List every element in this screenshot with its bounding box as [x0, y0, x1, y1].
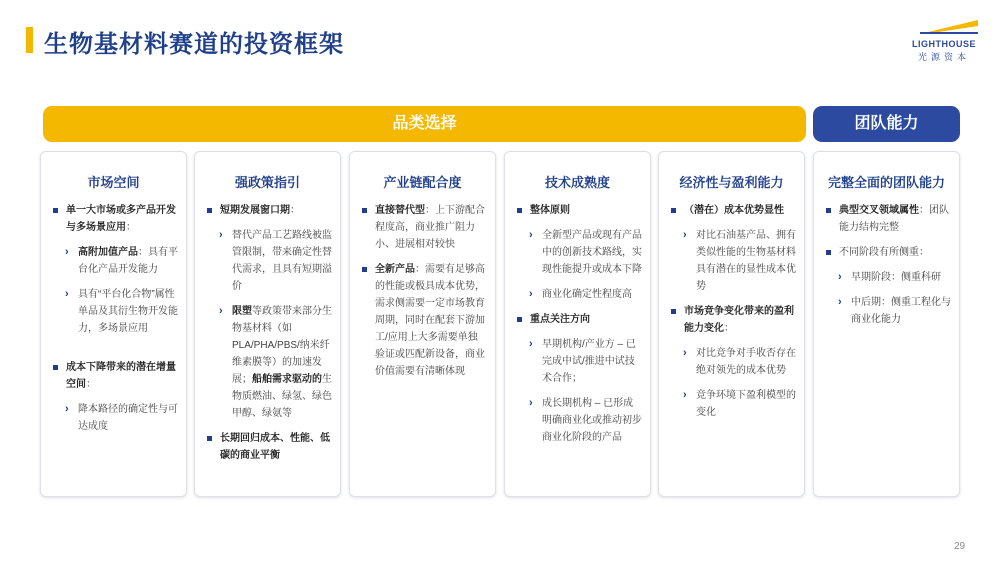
- sub-bullet-item: › 中后期：侧重工程化与商业化能力: [825, 294, 951, 328]
- bullet-item: 成本下降带来的潜在增量空间：: [52, 359, 178, 393]
- sub-bullet-item: › 竞争环境下盈利模型的变化: [670, 387, 796, 421]
- logo-english: LIGHTHOUSE: [911, 39, 976, 49]
- card-policy-guidance: [194, 151, 341, 497]
- card-title: 完整全面的团队能力: [827, 175, 945, 190]
- card-body: [52, 202, 178, 443]
- sub-bullet-item: › 成长期机构 – 已形成明确商业化或推动初步商业化阶段的产品: [516, 395, 642, 446]
- card-economics: [658, 151, 805, 497]
- lighthouse-beam-icon: [920, 18, 978, 34]
- sub-bullet-item: › 早期机构/产业方 – 已完成中试/推进中试技术合作；: [516, 336, 642, 387]
- sub-bullet-item: › 替代产品工艺路线被监管限制，带来确定性替代需求，且具有短期溢价: [206, 227, 332, 295]
- category-selection-banner: 品类选择: [43, 106, 806, 142]
- title-accent-bar: [26, 27, 33, 53]
- bullet-item: 单一大市场或多产品开发与多场景应用：: [52, 202, 178, 236]
- sub-bullet-item: › 对比石油基产品、拥有类似性能的生物基材料具有潜在的显性成本优势: [670, 227, 796, 295]
- sub-bullet-item: › 早期阶段：侧重科研: [825, 269, 951, 286]
- page-number: 29: [954, 541, 966, 552]
- spacer: [52, 345, 178, 359]
- sub-bullet-item: › 具有“平台化合物”属性单品及其衍生物开发能力，多场景应用: [52, 286, 178, 337]
- bullet-item: 典型交叉领域属性：团队能力结构完整: [825, 202, 951, 236]
- bullet-item: 全新产品：需要有足够高的性能或极具成本优势，需求侧需要一定市场教育周期，同时在配套下游加工/应用上大多需要单独验证或匹配新设备，商业价值需要有清晰体现: [361, 261, 487, 380]
- sub-bullet-item: › 降本路径的确定性与可达成度: [52, 401, 178, 435]
- bullet-item: （潜在）成本优势显性: [670, 202, 796, 219]
- sub-bullet-item: › 高附加值产品：具有平台化产品开发能力: [52, 244, 178, 278]
- sub-bullet-item: › 商业化确定性程度高: [516, 286, 642, 303]
- card-body: [670, 202, 796, 429]
- card-market-space: [40, 151, 187, 497]
- page-title: 生物基材料赛道的投资框架: [44, 31, 344, 58]
- card-industry-chain: [349, 151, 496, 497]
- bullet-item: 不同阶段有所侧重：: [825, 244, 951, 261]
- card-team: [813, 151, 960, 497]
- card-body: [206, 202, 332, 472]
- sub-bullet-item: › 限塑等政策带来部分生物基材料（如PLA/PHA/PBS/纳米纤维素膜等）的加速发展；船舶需求驱动的生物质燃油、绿氢、绿色甲醇、绿氨等: [206, 303, 332, 422]
- card-title: 技术成熟度: [544, 175, 610, 190]
- bullet-item: 重点关注方向: [516, 311, 642, 328]
- sub-bullet-item: › 全新型产品或现有产品中的创新技术路线，实现性能提升或成本下降: [516, 227, 642, 278]
- card-title: 经济性与盈利能力: [679, 175, 784, 190]
- card-body: [516, 202, 642, 454]
- bullet-item: 短期发展窗口期：: [206, 202, 332, 219]
- logo-chinese: 光源资本: [917, 52, 970, 62]
- bullet-item: 长期回归成本、性能、低碳的商业平衡: [206, 430, 332, 464]
- card-body: [361, 202, 487, 388]
- card-tech-maturity: [504, 151, 651, 497]
- card-title: 强政策指引: [234, 175, 300, 190]
- card-title: 市场空间: [87, 175, 140, 190]
- bullet-item: 直接替代型：上下游配合程度高，商业推广阻力小、进展相对较快: [361, 202, 487, 253]
- bullet-item: 市场竞争变化带来的盈利能力变化：: [670, 303, 796, 337]
- card-body: [825, 202, 951, 336]
- lighthouse-logo: [906, 18, 982, 62]
- bullet-item: 整体原则: [516, 202, 642, 219]
- card-title: 产业链配合度: [383, 175, 462, 190]
- sub-bullet-item: › 对比竞争对手收否存在绝对领先的成本优势: [670, 345, 796, 379]
- team-capability-banner: 团队能力: [813, 106, 960, 142]
